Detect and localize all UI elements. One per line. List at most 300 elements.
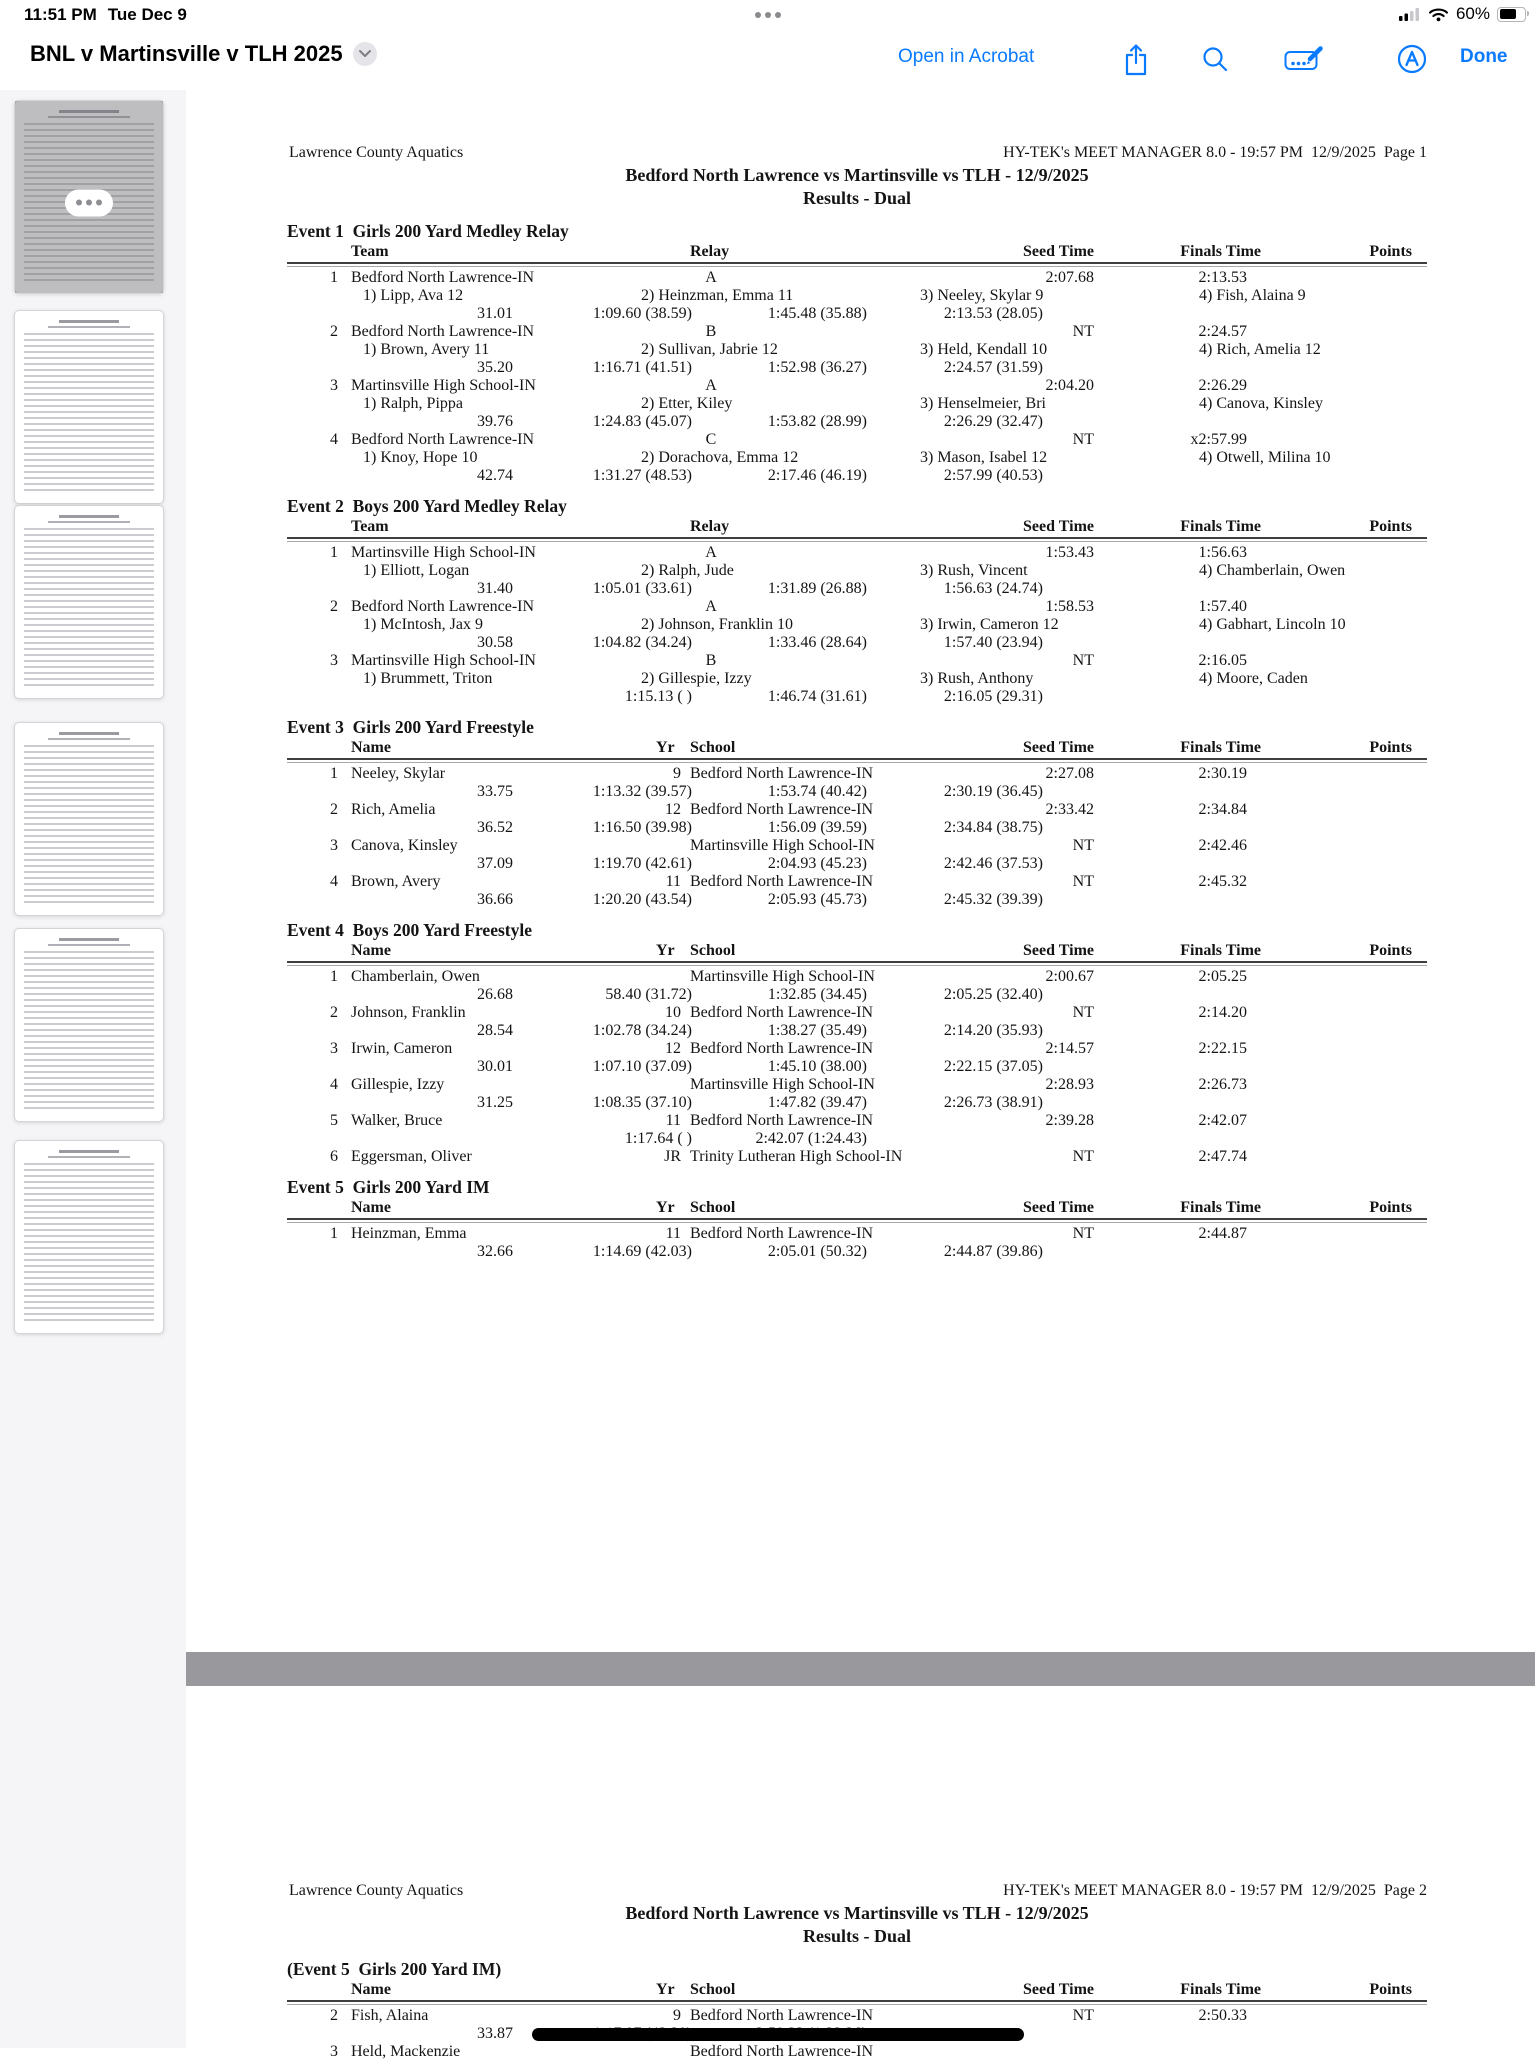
thumbnail-subheader-line xyxy=(48,1156,131,1158)
split-time: 30.58 xyxy=(477,634,513,651)
header-rule xyxy=(287,758,1427,763)
col-finals-time: Finals Time xyxy=(1180,243,1261,260)
column-headers xyxy=(287,1199,1427,1217)
redaction-bar xyxy=(532,2028,1024,2041)
relay-swimmers-row xyxy=(287,341,1427,359)
result-row xyxy=(287,1225,1427,1243)
split-time: 1:24.83 (45.07) xyxy=(592,413,692,430)
swimmer-year: 11 xyxy=(665,1225,681,1242)
col-seed-time: Seed Time xyxy=(1023,1199,1094,1216)
event-title: Event 2 Boys 200 Yard Medley Relay xyxy=(287,496,567,516)
thumbnail-header-line xyxy=(59,1150,118,1153)
split-time: 42.74 xyxy=(477,467,513,484)
relay-swimmer: 4) Gabhart, Lincoln 10 xyxy=(1199,616,1346,633)
thumbnail-subheader-line xyxy=(48,116,131,118)
col-finals-time: Finals Time xyxy=(1180,518,1261,535)
toolbar xyxy=(0,28,1535,90)
relay-swimmer: 1) Ralph, Pippa xyxy=(363,395,463,412)
split-times-row xyxy=(287,986,1427,1004)
relay-letter: C xyxy=(705,431,717,448)
split-time: 30.01 xyxy=(477,1058,513,1075)
team-name: Martinsville High School-IN xyxy=(351,377,536,394)
split-time: 2:22.15 (37.05) xyxy=(943,1058,1043,1075)
result-row xyxy=(287,544,1427,562)
seed-time: NT xyxy=(1072,1225,1094,1242)
finals-time: 2:26.73 xyxy=(1198,1076,1247,1093)
pdf-page-1 xyxy=(186,90,1535,1652)
page-thumbnail-2[interactable] xyxy=(14,310,164,504)
status-bar xyxy=(0,0,1535,28)
seed-time: NT xyxy=(1072,652,1094,669)
swimmer-name: Irwin, Cameron xyxy=(351,1040,453,1057)
relay-swimmer: 2) Johnson, Franklin 10 xyxy=(641,616,793,633)
place-number: 1 xyxy=(330,1225,338,1242)
split-time: 26.68 xyxy=(477,986,513,1003)
pdf-page-2 xyxy=(186,1686,1535,2060)
chevron-down-icon[interactable] xyxy=(353,42,377,66)
split-time: 2:42.07 (1:24.43) xyxy=(755,1130,867,1147)
split-time: 1:19.70 (42.61) xyxy=(592,855,692,872)
relay-swimmer: 2) Sullivan, Jabrie 12 xyxy=(641,341,778,358)
split-time: 2:30.19 (36.45) xyxy=(943,783,1043,800)
event-title: Event 1 Girls 200 Yard Medley Relay xyxy=(287,221,569,241)
seed-time: NT xyxy=(1072,1148,1094,1165)
col-finals-time: Finals Time xyxy=(1180,942,1261,959)
relay-swimmer: 4) Rich, Amelia 12 xyxy=(1199,341,1321,358)
document-title-menu[interactable] xyxy=(30,41,377,67)
result-row xyxy=(287,598,1427,616)
finals-time: 2:14.20 xyxy=(1198,1004,1247,1021)
split-time: 28.54 xyxy=(477,1022,513,1039)
seed-time: 2:39.28 xyxy=(1045,1112,1094,1129)
event-title: Event 5 Girls 200 Yard IM xyxy=(287,1177,490,1197)
finals-time: 2:34.84 xyxy=(1198,801,1247,818)
page-separator xyxy=(186,1652,1535,1686)
place-number: 1 xyxy=(330,968,338,985)
swimmer-year: JR xyxy=(664,1148,681,1165)
result-row xyxy=(287,801,1427,819)
col-school: School xyxy=(690,942,736,959)
finals-time: 2:45.32 xyxy=(1198,873,1247,890)
split-time: 33.87 xyxy=(477,2025,513,2042)
share-icon[interactable] xyxy=(1122,41,1150,82)
split-time: 2:05.93 (45.73) xyxy=(767,891,867,908)
thumbnail-text-lines xyxy=(24,333,154,495)
split-time: 1:09.60 (38.59) xyxy=(592,305,692,322)
col-seed-time: Seed Time xyxy=(1023,243,1094,260)
thumbnail-subheader-line xyxy=(48,521,131,523)
col-team: Team xyxy=(351,243,389,260)
seed-time: NT xyxy=(1072,873,1094,890)
relay-letter: A xyxy=(705,377,717,394)
place-number: 3 xyxy=(330,652,338,669)
event-title: Event 4 Boys 200 Yard Freestyle xyxy=(287,920,532,940)
result-row xyxy=(287,1040,1427,1058)
swimmer-year: 11 xyxy=(665,1112,681,1129)
result-row xyxy=(287,269,1427,287)
open-in-acrobat-button[interactable]: Open in Acrobat xyxy=(898,46,1035,67)
finals-time: 2:16.05 xyxy=(1198,652,1247,669)
result-row xyxy=(287,377,1427,395)
column-headers xyxy=(287,1981,1427,1999)
status-date: Tue Dec 9 xyxy=(107,5,187,24)
thumbnail-header-line xyxy=(59,320,118,323)
acrobat-icon[interactable] xyxy=(1396,43,1428,80)
relay-swimmer: 1) Lipp, Ava 12 xyxy=(363,287,464,304)
thumbnail-subheader-line xyxy=(48,944,131,946)
split-time: 1:20.20 (43.54) xyxy=(592,891,692,908)
split-time: 32.66 xyxy=(477,1243,513,1260)
split-time: 1:16.50 (39.98) xyxy=(592,819,692,836)
battery-icon xyxy=(1497,7,1526,22)
split-times-row xyxy=(287,855,1427,873)
finals-time: 1:57.40 xyxy=(1198,598,1247,615)
seed-time: NT xyxy=(1072,1004,1094,1021)
col-name: Name xyxy=(351,942,391,959)
relay-swimmer: 3) Rush, Anthony xyxy=(920,670,1034,687)
swimmer-name: Rich, Amelia xyxy=(351,801,436,818)
split-time: 2:44.87 (39.86) xyxy=(943,1243,1043,1260)
place-number: 1 xyxy=(330,269,338,286)
split-time: 1:13.32 (39.57) xyxy=(592,783,692,800)
finals-time: 2:42.46 xyxy=(1198,837,1247,854)
col-yr: Yr xyxy=(656,739,675,756)
relay-swimmer: 3) Neeley, Skylar 9 xyxy=(920,287,1044,304)
finals-time: 2:13.53 xyxy=(1198,269,1247,286)
place-number: 6 xyxy=(330,1148,338,1165)
result-row xyxy=(287,873,1427,891)
relay-letter: A xyxy=(705,544,717,561)
col-name: Name xyxy=(351,1199,391,1216)
result-row xyxy=(287,1004,1427,1022)
relay-swimmer: 1) McIntosh, Jax 9 xyxy=(363,616,483,633)
page-menu-dots-icon[interactable] xyxy=(65,189,113,216)
split-times-row xyxy=(287,1058,1427,1076)
relay-swimmer: 4) Fish, Alaina 9 xyxy=(1199,287,1306,304)
split-time: 37.09 xyxy=(477,855,513,872)
results-type: Results - Dual xyxy=(802,188,911,208)
relay-swimmers-row xyxy=(287,395,1427,413)
split-time: 1:17.64 ( ) xyxy=(624,1130,692,1147)
event-title: (Event 5 Girls 200 Yard IM) xyxy=(287,1959,502,1979)
thumbnail-text-lines xyxy=(24,951,154,1113)
place-number: 2 xyxy=(330,323,338,340)
place-number: 1 xyxy=(330,765,338,782)
split-time: 1:07.10 (37.09) xyxy=(592,1058,692,1075)
thumbnail-header-line xyxy=(59,938,118,941)
col-school: School xyxy=(690,1199,736,1216)
place-number: 4 xyxy=(330,1076,338,1093)
header-rule xyxy=(287,1218,1427,1223)
swimmer-name: Neeley, Skylar xyxy=(351,765,446,782)
relay-swimmer: 4) Moore, Caden xyxy=(1199,670,1308,687)
page-header-line xyxy=(287,144,1427,164)
split-time: 39.76 xyxy=(477,413,513,430)
school-name: Bedford North Lawrence-IN xyxy=(690,1004,874,1021)
col-seed-time: Seed Time xyxy=(1023,942,1094,959)
split-time: 1:38.27 (35.49) xyxy=(767,1022,867,1039)
page-thumbnail-1[interactable] xyxy=(14,100,164,294)
swimmer-name: Canova, Kinsley xyxy=(351,837,458,854)
col-school: School xyxy=(690,739,736,756)
place-number: 3 xyxy=(330,1040,338,1057)
split-times-row xyxy=(287,359,1427,377)
seed-time: 2:28.93 xyxy=(1045,1076,1094,1093)
relay-swimmer: 4) Canova, Kinsley xyxy=(1199,395,1323,412)
col-seed-time: Seed Time xyxy=(1023,739,1094,756)
swimmer-name: Chamberlain, Owen xyxy=(351,968,480,985)
split-time: 2:26.73 (38.91) xyxy=(943,1094,1043,1111)
header-rule xyxy=(287,2000,1427,2005)
place-number: 3 xyxy=(330,377,338,394)
column-headers xyxy=(287,518,1427,536)
relay-swimmer: 3) Held, Kendall 10 xyxy=(920,341,1048,358)
relay-swimmer: 2) Ralph, Jude xyxy=(641,562,734,579)
team-name: Bedford North Lawrence-IN xyxy=(351,431,535,448)
place-number: 5 xyxy=(330,1112,338,1129)
result-row xyxy=(287,323,1427,341)
column-headers xyxy=(287,942,1427,960)
seed-time: 1:58.53 xyxy=(1045,598,1094,615)
report-generator-info: HY-TEK's MEET MANAGER 8.0 - 19:57 PM 12/9/2025 Page 2 xyxy=(1003,1882,1427,1899)
report-generator-info: HY-TEK's MEET MANAGER 8.0 - 19:57 PM 12/9/2025 Page 1 xyxy=(1003,144,1427,161)
relay-swimmers-row xyxy=(287,449,1427,467)
split-time: 1:56.63 (24.74) xyxy=(943,580,1043,597)
split-times-row xyxy=(287,305,1427,323)
split-times-row xyxy=(287,783,1427,801)
place-number: 4 xyxy=(330,431,338,448)
relay-letter: B xyxy=(705,652,717,669)
finals-time: 2:05.25 xyxy=(1198,968,1247,985)
battery-percent: 60% xyxy=(1455,4,1490,23)
swimmer-name: Eggersman, Oliver xyxy=(351,1148,472,1165)
page-thumbnail-6[interactable] xyxy=(14,1140,164,1334)
place-number: 2 xyxy=(330,2007,338,2024)
col-seed-time: Seed Time xyxy=(1023,518,1094,535)
result-row xyxy=(287,765,1427,783)
place-number: 1 xyxy=(330,544,338,561)
col-relay: Relay xyxy=(690,243,730,260)
col-finals-time: Finals Time xyxy=(1180,1199,1261,1216)
relay-swimmer: 1) Knoy, Hope 10 xyxy=(363,449,478,466)
split-times-row xyxy=(287,1094,1427,1112)
split-time: 1:16.71 (41.51) xyxy=(592,359,692,376)
split-times-row xyxy=(287,1243,1427,1261)
page-thumbnail-4[interactable] xyxy=(14,722,164,916)
finals-time: 2:30.19 xyxy=(1198,765,1247,782)
swimmer-name: Gillespie, Izzy xyxy=(351,1076,445,1093)
finals-time: 2:22.15 xyxy=(1198,1040,1247,1057)
relay-swimmer: 1) Brown, Avery 11 xyxy=(363,341,490,358)
page-thumbnail-5[interactable] xyxy=(14,928,164,1122)
split-time: 2:16.05 (29.31) xyxy=(943,688,1043,705)
school-name: Martinsville High School-IN xyxy=(690,837,875,854)
split-time: 1:08.35 (37.10) xyxy=(592,1094,692,1111)
relay-swimmer: 1) Brummett, Triton xyxy=(363,670,493,687)
split-time: 36.52 xyxy=(477,819,513,836)
thumbnail-subheader-line xyxy=(48,326,131,328)
meet-title: Bedford North Lawrence vs Martinsville vs TLH - 12/9/2025 xyxy=(625,1903,1089,1923)
col-points: Points xyxy=(1369,739,1412,756)
event-title: Event 3 Girls 200 Yard Freestyle xyxy=(287,717,534,737)
seed-time: NT xyxy=(1072,323,1094,340)
split-time: 1:32.85 (34.45) xyxy=(767,986,867,1003)
relay-swimmer: 1) Elliott, Logan xyxy=(363,562,470,579)
header-rule xyxy=(287,537,1427,542)
team-name: Bedford North Lawrence-IN xyxy=(351,269,535,286)
team-name: Bedford North Lawrence-IN xyxy=(351,323,535,340)
finals-time: 1:56.63 xyxy=(1198,544,1247,561)
seed-time: 2:33.42 xyxy=(1045,801,1094,818)
col-points: Points xyxy=(1369,1199,1412,1216)
relay-swimmer: 4) Otwell, Milina 10 xyxy=(1199,449,1331,466)
place-number: 3 xyxy=(330,837,338,854)
finals-time: 2:50.33 xyxy=(1198,2007,1247,2024)
split-time: 31.01 xyxy=(477,305,513,322)
pdf-viewer[interactable] xyxy=(186,90,1535,2060)
split-time: 2:13.53 (28.05) xyxy=(943,305,1043,322)
finals-time: 2:47.74 xyxy=(1198,1148,1247,1165)
swimmer-year: 9 xyxy=(673,765,681,782)
col-finals-time: Finals Time xyxy=(1180,739,1261,756)
team-name: Martinsville High School-IN xyxy=(351,652,536,669)
school-name: Bedford North Lawrence-IN xyxy=(690,765,874,782)
markup-icon[interactable] xyxy=(1284,47,1324,80)
swimmer-year: 11 xyxy=(665,873,681,890)
split-time: 1:47.82 (39.47) xyxy=(767,1094,867,1111)
split-time: 2:24.57 (31.59) xyxy=(943,359,1043,376)
result-row xyxy=(287,837,1427,855)
seed-time: 2:27.08 xyxy=(1045,765,1094,782)
finals-time: 2:44.87 xyxy=(1198,1225,1247,1242)
relay-swimmers-row xyxy=(287,670,1427,688)
status-indicators xyxy=(1399,4,1526,24)
relay-swimmers-row xyxy=(287,616,1427,634)
split-time: 1:53.74 (40.42) xyxy=(767,783,867,800)
results-type: Results - Dual xyxy=(802,1926,911,1946)
thumbnail-subheader-line xyxy=(48,738,131,740)
split-time: 35.20 xyxy=(477,359,513,376)
relay-letter: A xyxy=(705,598,717,615)
page-thumbnail-3[interactable] xyxy=(14,505,164,699)
col-relay: Relay xyxy=(690,518,730,535)
split-time: 2:42.46 (37.53) xyxy=(943,855,1043,872)
split-times-row xyxy=(287,467,1427,485)
result-row xyxy=(287,2043,1427,2061)
thumbnail-text-lines xyxy=(24,745,154,907)
split-time: 2:14.20 (35.93) xyxy=(943,1022,1043,1039)
col-team: Team xyxy=(351,518,389,535)
school-name: Martinsville High School-IN xyxy=(690,1076,875,1093)
split-time: 1:15.13 ( ) xyxy=(624,688,692,705)
split-time: 2:45.32 (39.39) xyxy=(943,891,1043,908)
clock xyxy=(24,5,187,25)
split-times-row xyxy=(287,1130,1427,1148)
column-headers xyxy=(287,243,1427,261)
split-time: 1:52.98 (36.27) xyxy=(767,359,867,376)
thumbnail-header-line xyxy=(59,515,118,518)
school-name: Bedford North Lawrence-IN xyxy=(690,2043,874,2060)
split-time: 1:04.82 (34.24) xyxy=(592,634,692,651)
relay-swimmers-row xyxy=(287,287,1427,305)
seed-time: 1:53.43 xyxy=(1045,544,1094,561)
split-times-row xyxy=(287,1022,1427,1040)
swimmer-name: Brown, Avery xyxy=(351,873,441,890)
split-time: 1:31.27 (48.53) xyxy=(592,467,692,484)
seed-time: NT xyxy=(1072,2007,1094,2024)
split-time: 1:05.01 (33.61) xyxy=(592,580,692,597)
multitask-indicator-icon[interactable] xyxy=(755,12,781,18)
relay-swimmer: 2) Heinzman, Emma 11 xyxy=(641,287,794,304)
school-name: Bedford North Lawrence-IN xyxy=(690,801,874,818)
col-seed-time: Seed Time xyxy=(1023,1981,1094,1998)
swimmer-name: Held, Mackenzie xyxy=(351,2043,461,2060)
result-row xyxy=(287,652,1427,670)
relay-letter: A xyxy=(705,269,717,286)
report-author: Lawrence County Aquatics xyxy=(289,144,464,161)
result-row xyxy=(287,1112,1427,1130)
split-time: 2:05.25 (32.40) xyxy=(943,986,1043,1003)
split-time: 1:02.78 (34.24) xyxy=(592,1022,692,1039)
column-headers xyxy=(287,739,1427,757)
finals-time: x2:57.99 xyxy=(1190,431,1247,448)
col-yr: Yr xyxy=(656,1981,675,1998)
meet-title: Bedford North Lawrence vs Martinsville vs TLH - 12/9/2025 xyxy=(625,165,1089,185)
col-points: Points xyxy=(1369,243,1412,260)
report-author: Lawrence County Aquatics xyxy=(289,1882,464,1899)
thumbnail-header-line xyxy=(59,732,118,735)
status-time: 11:51 PM xyxy=(24,5,97,24)
place-number: 3 xyxy=(330,2043,338,2060)
done-button[interactable]: Done xyxy=(1460,46,1508,67)
relay-swimmer: 3) Mason, Isabel 12 xyxy=(920,449,1048,466)
split-time: 1:45.10 (38.00) xyxy=(767,1058,867,1075)
school-name: Bedford North Lawrence-IN xyxy=(690,2007,874,2024)
document-title: BNL v Martinsville v TLH 2025 xyxy=(30,41,343,66)
col-name: Name xyxy=(351,739,391,756)
swimmer-year: 12 xyxy=(665,801,681,818)
wifi-icon xyxy=(1428,7,1449,22)
relay-swimmer: 3) Rush, Vincent xyxy=(920,562,1028,579)
split-time: 1:46.74 (31.61) xyxy=(767,688,867,705)
split-time: 2:57.99 (40.53) xyxy=(943,467,1043,484)
place-number: 2 xyxy=(330,801,338,818)
swimmer-name: Johnson, Franklin xyxy=(351,1004,466,1021)
split-time: 33.75 xyxy=(477,783,513,800)
split-times-row xyxy=(287,2025,1427,2043)
col-yr: Yr xyxy=(656,1199,675,1216)
seed-time: 2:00.67 xyxy=(1045,968,1094,985)
relay-swimmers-row xyxy=(287,562,1427,580)
col-name: Name xyxy=(351,1981,391,1998)
header-rule xyxy=(287,961,1427,966)
school-name: Bedford North Lawrence-IN xyxy=(690,1112,874,1129)
swimmer-name: Fish, Alaina xyxy=(351,2007,429,2024)
swimmer-name: Heinzman, Emma xyxy=(351,1225,467,1242)
seed-time: 2:07.68 xyxy=(1045,269,1094,286)
split-time: 2:04.93 (45.23) xyxy=(767,855,867,872)
search-icon[interactable] xyxy=(1201,45,1229,78)
col-points: Points xyxy=(1369,942,1412,959)
swimmer-year: 12 xyxy=(665,1040,681,1057)
seed-time: NT xyxy=(1072,837,1094,854)
split-times-row xyxy=(287,688,1427,706)
swimmer-year: 9 xyxy=(673,2007,681,2024)
school-name: Bedford North Lawrence-IN xyxy=(690,1225,874,1242)
split-time: 31.25 xyxy=(477,1094,513,1111)
relay-swimmer: 3) Henselmeier, Bri xyxy=(920,395,1046,412)
seed-time: NT xyxy=(1072,431,1094,448)
